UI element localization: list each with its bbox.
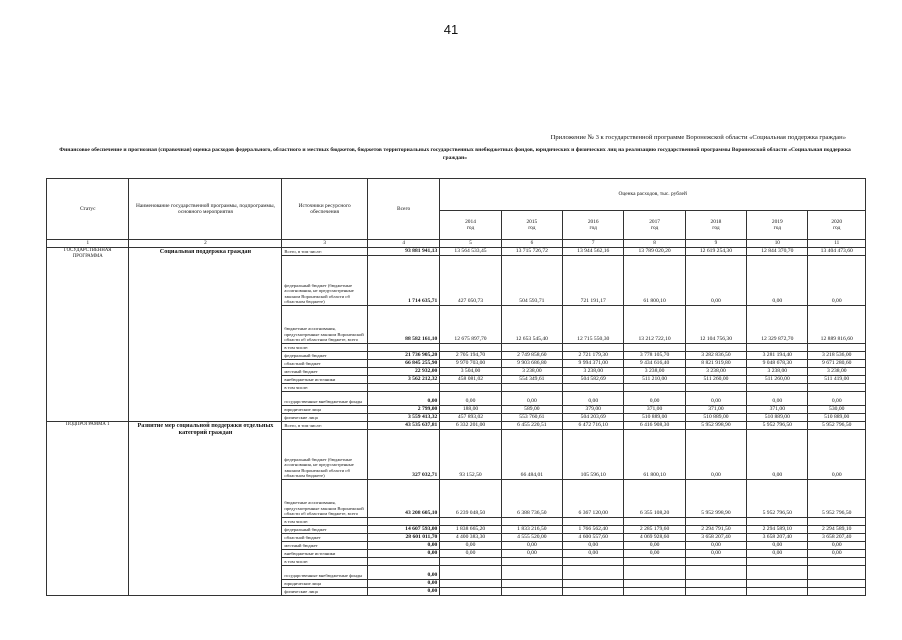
- total-cell: 0,00: [367, 566, 439, 580]
- total-cell: 3 559 413,32: [367, 414, 439, 422]
- year-value-cell: 510 889,00: [685, 414, 746, 422]
- funding-source-cell: внебюджетные источники: [282, 376, 368, 384]
- year-value-cell: 2 285 179,60: [624, 526, 685, 534]
- year-word: год: [712, 225, 720, 231]
- year-value-cell: [747, 566, 808, 580]
- year-value-cell: 511 260,00: [685, 376, 746, 384]
- year-value-cell: 12 619 254,30: [685, 248, 746, 256]
- year-value-cell: 1 833 216,50: [501, 526, 562, 534]
- year-value-cell: 93 152,50: [440, 430, 501, 480]
- header-year-2015: [501, 211, 562, 240]
- year-value-cell: 504 203,69: [563, 414, 624, 422]
- year-value-cell: [808, 518, 866, 526]
- total-cell: [367, 344, 439, 352]
- year-value-cell: 1 766 562,40: [563, 526, 624, 534]
- year-value-cell: 5 952 796,50: [747, 422, 808, 430]
- header-year-2018: [685, 211, 746, 240]
- appendix-caption: Приложение № 3 к государственной программе Воронежской области «Социальная поддержка граждан»: [550, 134, 846, 141]
- finance-table: [46, 178, 866, 596]
- year-value-cell: 6 239 048,50: [440, 480, 501, 518]
- year-value-cell: [624, 588, 685, 596]
- year-value-cell: 3 282 836,50: [685, 352, 746, 360]
- header-total: Всего: [367, 179, 439, 240]
- year-value-cell: 5 952 998,90: [685, 480, 746, 518]
- funding-source-cell: государственные внебюджетные фонды: [282, 566, 368, 580]
- year-value-cell: 510 889,00: [624, 414, 685, 422]
- year-value-cell: 12 329 872,70: [747, 306, 808, 344]
- table-row: [47, 422, 866, 430]
- year-value-cell: [685, 588, 746, 596]
- year-value-cell: [501, 588, 562, 596]
- year-value-cell: 3 281 194,40: [747, 352, 808, 360]
- year-value-cell: [747, 580, 808, 588]
- year-value-cell: 13 212 722,10: [624, 306, 685, 344]
- year-value-cell: [501, 558, 562, 566]
- funding-source-cell: федеральный бюджет: [282, 526, 368, 534]
- header-year-2016: [563, 211, 624, 240]
- year-number: 2019: [771, 218, 783, 225]
- column-number: 5: [440, 240, 501, 248]
- year-value-cell: [808, 580, 866, 588]
- year-value-cell: 12 889 816,60: [808, 306, 866, 344]
- year-value-cell: 0,00: [685, 550, 746, 558]
- year-value-cell: 12 844 370,70: [747, 248, 808, 256]
- funding-source-cell: бюджетные ассигнования, предусмотренные законом Воронежской области об областном бюджете, всего: [282, 306, 368, 344]
- year-value-cell: 3 238,00: [808, 368, 866, 376]
- year-value-cell: [747, 384, 808, 392]
- year-value-cell: 2 705 194,70: [440, 352, 501, 360]
- year-value-cell: 3 658 207,40: [685, 534, 746, 542]
- column-number: 3: [282, 240, 368, 248]
- funding-source-cell: юридические лица: [282, 580, 368, 588]
- year-value-cell: [440, 558, 501, 566]
- year-value-cell: 0,00: [624, 542, 685, 550]
- year-value-cell: 0,00: [808, 542, 866, 550]
- year-value-cell: [440, 566, 501, 580]
- year-number: 2018: [710, 218, 722, 225]
- year-value-cell: 0,00: [685, 392, 746, 406]
- year-word: год: [773, 225, 781, 231]
- year-value-cell: 188,00: [440, 406, 501, 414]
- total-cell: 0,00: [367, 542, 439, 550]
- funding-source-cell: государственные внебюджетные фонды: [282, 392, 368, 406]
- total-cell: [367, 518, 439, 526]
- year-value-cell: [747, 588, 808, 596]
- funding-source-cell: юридические лица: [282, 406, 368, 414]
- funding-source-cell: местный бюджет: [282, 542, 368, 550]
- year-value-cell: [624, 518, 685, 526]
- column-number: 11: [808, 240, 866, 248]
- funding-source-cell: бюджетные ассигнования, предусмотренные законом Воронежской области об областном бюджете, всего: [282, 480, 368, 518]
- total-cell: 2 799,00: [367, 406, 439, 414]
- year-value-cell: 530,00: [808, 406, 866, 414]
- year-value-cell: [685, 518, 746, 526]
- year-value-cell: 589,00: [501, 406, 562, 414]
- year-value-cell: 13 404 473,60: [808, 248, 866, 256]
- year-value-cell: [440, 588, 501, 596]
- program-name-cell: Социальная поддержка граждан: [129, 248, 282, 422]
- year-word: год: [589, 225, 597, 231]
- total-cell: 28 601 011,70: [367, 534, 439, 542]
- year-value-cell: [501, 384, 562, 392]
- year-value-cell: [440, 344, 501, 352]
- year-number: 2016: [587, 218, 599, 225]
- page-number: 41: [443, 22, 459, 37]
- year-value-cell: 3 238,00: [747, 368, 808, 376]
- header-status: Статус: [47, 179, 129, 240]
- year-value-cell: 504 582,69: [563, 376, 624, 384]
- funding-source-cell: федеральный бюджет (бюджетные ассигнования, не предусмотренные законом Воронежской области об областном бюджете): [282, 256, 368, 306]
- year-value-cell: 553 760,61: [501, 414, 562, 422]
- year-value-cell: 61 800,10: [624, 430, 685, 480]
- year-value-cell: 2 749 858,60: [501, 352, 562, 360]
- funding-source-cell: физические лица: [282, 588, 368, 596]
- year-value-cell: [685, 580, 746, 588]
- year-value-cell: [808, 344, 866, 352]
- total-cell: 0,00: [367, 588, 439, 596]
- year-value-cell: 4 600 557,60: [563, 534, 624, 542]
- year-value-cell: 510 889,00: [747, 414, 808, 422]
- year-value-cell: 554 349,61: [501, 376, 562, 384]
- year-value-cell: 371,00: [685, 406, 746, 414]
- year-value-cell: 8 821 919,80: [685, 360, 746, 368]
- year-value-cell: [685, 558, 746, 566]
- year-value-cell: 0,00: [808, 392, 866, 406]
- year-value-cell: 5 952 796,50: [808, 480, 866, 518]
- total-cell: 0,00: [367, 550, 439, 558]
- year-value-cell: 427 050,73: [440, 256, 501, 306]
- year-word: год: [833, 225, 841, 231]
- year-value-cell: 5 952 998,90: [685, 422, 746, 430]
- year-value-cell: 3 658 207,40: [747, 534, 808, 542]
- funding-source-cell: в том числе:: [282, 344, 368, 352]
- year-value-cell: 0,00: [685, 542, 746, 550]
- funding-source-cell: в том числе:: [282, 518, 368, 526]
- year-value-cell: 0,00: [747, 392, 808, 406]
- header-estimate: Оценка расходов, тыс. рублей: [440, 179, 866, 211]
- funding-source-cell: областной бюджет: [282, 534, 368, 542]
- year-value-cell: [563, 580, 624, 588]
- year-value-cell: 3 238,00: [685, 368, 746, 376]
- total-cell: 93 881 941,13: [367, 248, 439, 256]
- year-value-cell: [685, 384, 746, 392]
- year-value-cell: 4 400 383,30: [440, 534, 501, 542]
- year-value-cell: [747, 518, 808, 526]
- year-value-cell: 0,00: [747, 550, 808, 558]
- year-value-cell: [685, 566, 746, 580]
- year-word: год: [650, 225, 659, 231]
- year-value-cell: 3 218 536,00: [808, 352, 866, 360]
- funding-source-cell: федеральный бюджет: [282, 352, 368, 360]
- year-value-cell: 13 944 562,16: [563, 248, 624, 256]
- total-cell: 88 582 161,10: [367, 306, 439, 344]
- year-value-cell: 9 994 371,00: [563, 360, 624, 368]
- year-value-cell: [624, 580, 685, 588]
- column-number: 4: [367, 240, 439, 248]
- year-value-cell: 458 081,02: [440, 376, 501, 384]
- year-value-cell: 0,00: [563, 392, 624, 406]
- year-value-cell: 0,00: [808, 256, 866, 306]
- year-value-cell: 0,00: [440, 550, 501, 558]
- funding-source-cell: в том числе:: [282, 558, 368, 566]
- total-cell: 22 932,00: [367, 368, 439, 376]
- year-value-cell: 3 238,00: [624, 368, 685, 376]
- year-value-cell: 12 653 545,40: [501, 306, 562, 344]
- year-value-cell: 12 715 550,30: [563, 306, 624, 344]
- year-value-cell: 511 260,00: [747, 376, 808, 384]
- year-value-cell: [563, 566, 624, 580]
- year-value-cell: 0,00: [747, 430, 808, 480]
- year-value-cell: 371,00: [624, 406, 685, 414]
- year-value-cell: [808, 566, 866, 580]
- total-cell: 14 607 593,00: [367, 526, 439, 534]
- year-value-cell: 61 800,10: [624, 256, 685, 306]
- funding-source-cell: местный бюджет: [282, 368, 368, 376]
- total-cell: 0,00: [367, 392, 439, 406]
- year-value-cell: 3 238,00: [563, 368, 624, 376]
- year-value-cell: 0,00: [624, 550, 685, 558]
- year-number: 2015: [526, 218, 538, 225]
- column-number: 1: [47, 240, 129, 248]
- year-value-cell: [501, 518, 562, 526]
- year-value-cell: 1 838 665,20: [440, 526, 501, 534]
- year-value-cell: 0,00: [440, 542, 501, 550]
- year-value-cell: 9 048 678,30: [747, 360, 808, 368]
- total-cell: 327 032,71: [367, 430, 439, 480]
- header-year-2020: [808, 211, 866, 240]
- year-value-cell: [747, 344, 808, 352]
- year-value-cell: 0,00: [501, 550, 562, 558]
- total-cell: [367, 558, 439, 566]
- year-value-cell: 721 191,17: [563, 256, 624, 306]
- year-value-cell: 2 721 179,30: [563, 352, 624, 360]
- year-value-cell: 3 504,00: [440, 368, 501, 376]
- year-value-cell: 3 778 105,70: [624, 352, 685, 360]
- year-value-cell: 2 294 589,10: [747, 526, 808, 534]
- year-value-cell: 0,00: [747, 256, 808, 306]
- year-value-cell: 457 893,02: [440, 414, 501, 422]
- year-value-cell: 0,00: [563, 542, 624, 550]
- year-value-cell: 0,00: [440, 392, 501, 406]
- year-value-cell: 0,00: [563, 550, 624, 558]
- year-value-cell: 6 472 716,10: [563, 422, 624, 430]
- year-value-cell: 9 970 703,00: [440, 360, 501, 368]
- year-value-cell: 9 671 280,60: [808, 360, 866, 368]
- column-number: 7: [563, 240, 624, 248]
- program-name-cell: Развитие мер социальной поддержки отдельных категорий граждан: [129, 422, 282, 596]
- year-value-cell: 0,00: [808, 550, 866, 558]
- year-value-cell: [747, 558, 808, 566]
- year-number: 2017: [649, 218, 660, 225]
- total-cell: 43 208 605,10: [367, 480, 439, 518]
- year-value-cell: [624, 566, 685, 580]
- year-value-cell: 4 555 520,00: [501, 534, 562, 542]
- total-cell: 43 535 637,81: [367, 422, 439, 430]
- year-value-cell: 379,00: [563, 406, 624, 414]
- year-value-cell: [624, 384, 685, 392]
- year-value-cell: [440, 580, 501, 588]
- year-number: 2020: [831, 218, 843, 225]
- year-value-cell: [808, 558, 866, 566]
- year-value-cell: 12 675 897,70: [440, 306, 501, 344]
- year-value-cell: [685, 344, 746, 352]
- year-value-cell: [563, 558, 624, 566]
- year-number: 2014: [465, 218, 476, 225]
- funding-source-cell: в том числе:: [282, 384, 368, 392]
- year-value-cell: 13 715 726,72: [501, 248, 562, 256]
- funding-source-cell: областной бюджет: [282, 360, 368, 368]
- year-word: год: [528, 225, 536, 231]
- funding-source-cell: внебюджетные источники: [282, 550, 368, 558]
- year-value-cell: 6 455 220,51: [501, 422, 562, 430]
- column-number: 2: [129, 240, 282, 248]
- year-value-cell: [501, 566, 562, 580]
- year-value-cell: [440, 384, 501, 392]
- year-value-cell: 504 593,71: [501, 256, 562, 306]
- year-value-cell: 4 069 928,60: [624, 534, 685, 542]
- year-value-cell: [563, 384, 624, 392]
- year-value-cell: 9 903 686,80: [501, 360, 562, 368]
- year-value-cell: 511 419,00: [808, 376, 866, 384]
- year-value-cell: 3 238,00: [501, 368, 562, 376]
- year-value-cell: 0,00: [685, 256, 746, 306]
- year-value-cell: [808, 588, 866, 596]
- column-number: 6: [501, 240, 562, 248]
- year-value-cell: 13 789 020,20: [624, 248, 685, 256]
- year-value-cell: 511 210,00: [624, 376, 685, 384]
- year-value-cell: 5 952 796,50: [747, 480, 808, 518]
- document-title: Финансовое обеспечение и прогнозная (справочная) оценка расходов федерального, областного и местных бюджетов, бюджетов территориальных государственных внебюджетных фондов, юридических и физических лиц на реализацию государственной программы Воронежской области «Социальная поддержка граждан»: [59, 147, 851, 161]
- header-year-2014: [440, 211, 501, 240]
- year-word: год: [466, 225, 475, 231]
- year-value-cell: 9 434 616,40: [624, 360, 685, 368]
- total-cell: 0,00: [367, 580, 439, 588]
- funding-source-cell: физические лица: [282, 414, 368, 422]
- year-value-cell: 0,00: [808, 430, 866, 480]
- funding-source-cell: Всего, в том числе:: [282, 422, 368, 430]
- total-cell: 3 562 212,32: [367, 376, 439, 384]
- total-cell: 66 845 255,90: [367, 360, 439, 368]
- year-value-cell: 13 564 533,45: [440, 248, 501, 256]
- column-number: 10: [747, 240, 808, 248]
- year-value-cell: [563, 588, 624, 596]
- year-value-cell: [501, 344, 562, 352]
- year-value-cell: 105 596,10: [563, 430, 624, 480]
- year-value-cell: 6 367 120,00: [563, 480, 624, 518]
- year-value-cell: [440, 518, 501, 526]
- table-row: [47, 248, 866, 256]
- year-value-cell: 12 104 756,30: [685, 306, 746, 344]
- year-value-cell: 6 388 736,50: [501, 480, 562, 518]
- year-value-cell: 6 332 201,00: [440, 422, 501, 430]
- year-value-cell: 2 294 589,10: [808, 526, 866, 534]
- year-value-cell: 0,00: [747, 542, 808, 550]
- header-year-2019: [747, 211, 808, 240]
- status-cell: ПОДПРОГРАММА 1: [47, 422, 129, 596]
- year-value-cell: [563, 518, 624, 526]
- funding-source-cell: федеральный бюджет (бюджетные ассигнования, не предусмотренные законом Воронежской области об областном бюджете): [282, 430, 368, 480]
- year-value-cell: [624, 344, 685, 352]
- header-year-2017: [624, 211, 685, 240]
- year-value-cell: 6 355 108,20: [624, 480, 685, 518]
- year-value-cell: [563, 344, 624, 352]
- total-cell: 21 736 905,20: [367, 352, 439, 360]
- year-value-cell: 5 952 796,50: [808, 422, 866, 430]
- year-value-cell: 6 416 908,30: [624, 422, 685, 430]
- year-value-cell: [808, 384, 866, 392]
- funding-source-cell: Всего, в том числе:: [282, 248, 368, 256]
- year-value-cell: 0,00: [685, 430, 746, 480]
- header-funding-source: Источники ресурсного обеспечения: [282, 179, 368, 240]
- total-cell: [367, 384, 439, 392]
- year-value-cell: 0,00: [501, 392, 562, 406]
- year-value-cell: 0,00: [624, 392, 685, 406]
- year-value-cell: 66 484,01: [501, 430, 562, 480]
- status-cell: ГОСУДАРСТВЕННАЯ ПРОГРАММА: [47, 248, 129, 422]
- column-number: 9: [685, 240, 746, 248]
- year-value-cell: [501, 580, 562, 588]
- header-program-name: Наименование государственной программы, подпрограммы, основного мероприятия: [129, 179, 282, 240]
- column-number: 8: [624, 240, 685, 248]
- year-value-cell: 371,00: [747, 406, 808, 414]
- year-value-cell: 2 294 791,50: [685, 526, 746, 534]
- year-value-cell: [624, 558, 685, 566]
- year-value-cell: 0,00: [501, 542, 562, 550]
- year-value-cell: 510 889,00: [808, 414, 866, 422]
- year-value-cell: 3 658 207,40: [808, 534, 866, 542]
- total-cell: 1 714 635,71: [367, 256, 439, 306]
